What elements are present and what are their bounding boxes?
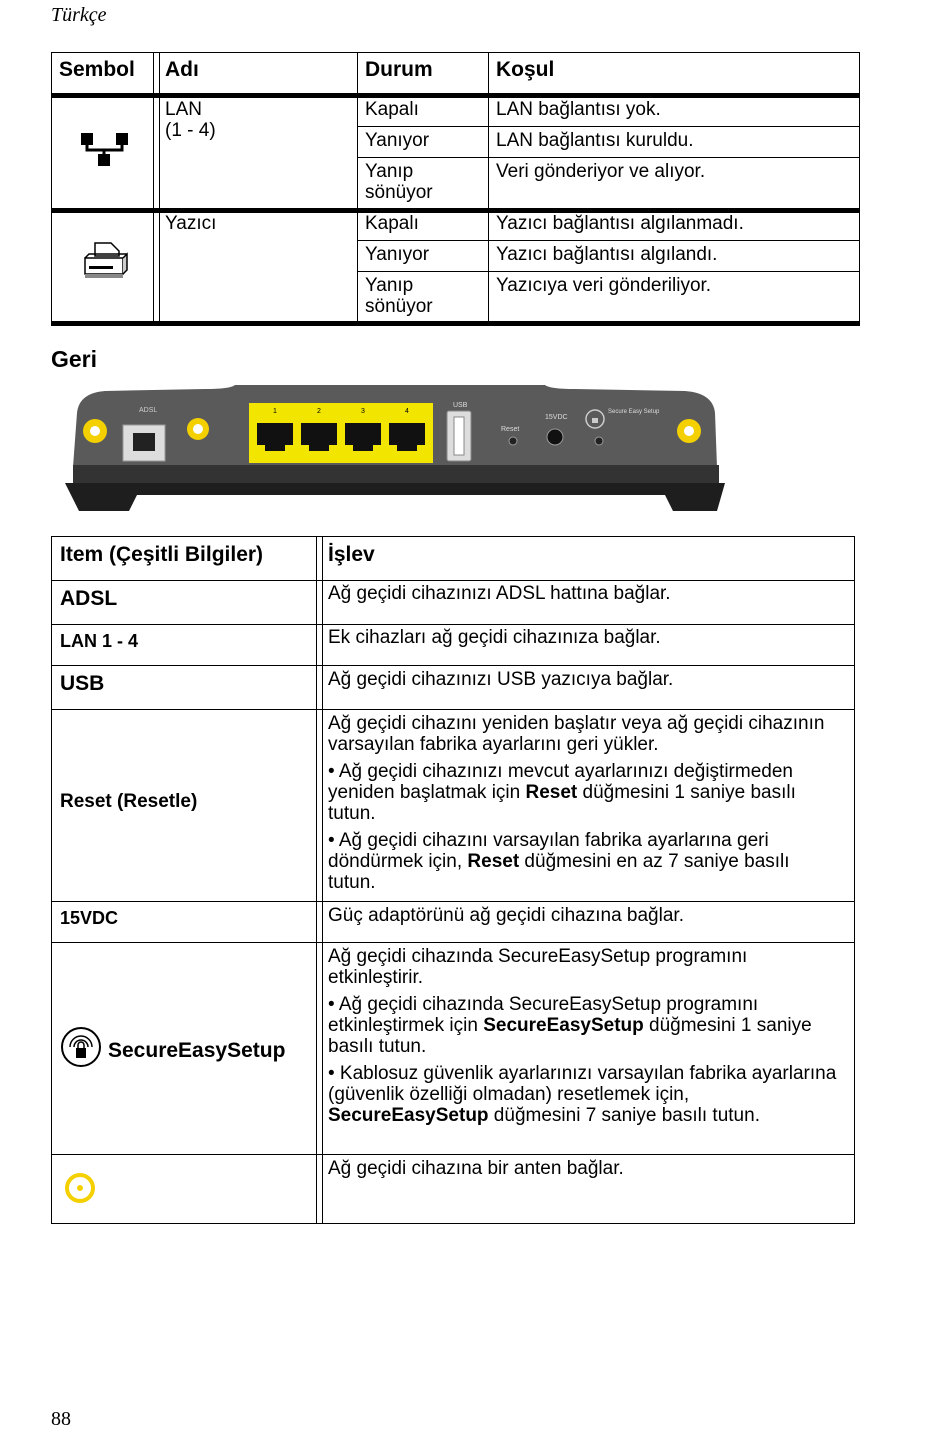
antenna-connector-icon bbox=[64, 1172, 96, 1204]
lan-status-on: Yanıyor bbox=[365, 130, 430, 151]
header-function: İşlev bbox=[328, 543, 375, 566]
ses-button bbox=[595, 437, 603, 445]
description-paragraph: Güç adaptörünü ağ geçidi cihazına bağlar. bbox=[328, 905, 684, 926]
desc-lan bbox=[328, 627, 838, 654]
item-usb: USB bbox=[60, 672, 105, 695]
description-paragraph: Ağ geçidi cihazınızı USB yazıcıya bağlar. bbox=[328, 669, 674, 690]
printer-condition-blink: Yazıcıya veri gönderiliyor. bbox=[496, 275, 712, 296]
lan-condition-on: LAN bağlantısı kuruldu. bbox=[496, 130, 694, 151]
lan-condition-blink: Veri gönderiyor ve alıyor. bbox=[496, 161, 706, 182]
usb-port-label: USB bbox=[453, 402, 468, 409]
description-paragraph: Ek cihazları ağ geçidi cihazınıza bağlar. bbox=[328, 627, 661, 648]
description-paragraph: Ağ geçidi cihazını yeniden başlatır veya ağ geçidi cihazının varsayılan fabrika ayarlarını geri yükler. bbox=[328, 713, 825, 755]
reset-button-label: Reset bbox=[501, 426, 520, 433]
ses-button-label: Secure Easy Setup bbox=[608, 409, 660, 415]
lan-port-1-label: 1 bbox=[273, 408, 277, 415]
power-port-label: 15VDC bbox=[545, 414, 568, 421]
header-symbol: Sembol bbox=[59, 58, 135, 81]
printer-condition-off: Yazıcı bağlantısı algılanmadı. bbox=[496, 213, 744, 234]
description-paragraph: • Ağ geçidi cihazınızı mevcut ayarlarınızı değiştirmeden yeniden başlatmak için Reset düğmesini 1 saniye basılı tutun. bbox=[328, 761, 796, 824]
antenna-connector-left bbox=[83, 419, 107, 443]
header-condition: Koşul bbox=[496, 58, 555, 81]
item-adsl: ADSL bbox=[60, 587, 118, 610]
desc-reset bbox=[328, 713, 838, 899]
description-paragraph: • Kablosuz güvenlik ayarlarınızı varsayılan fabrika ayarlarına (güvenlik özelliği olmadan) resetlemek için, SecureEasySetup düğmesini 7 saniye basılı tutun. bbox=[328, 1063, 837, 1126]
page-number: 88 bbox=[51, 1408, 71, 1430]
printer-name: Yazıcı bbox=[165, 213, 217, 234]
header-item: Item (Çeşitli Bilgiler) bbox=[60, 543, 264, 566]
lan-port-2-label: 2 bbox=[317, 408, 321, 415]
printer-status-on: Yanıyor bbox=[365, 244, 430, 265]
printer-status-off: Kapalı bbox=[365, 213, 419, 234]
description-paragraph: Ağ geçidi cihazınızı ADSL hattına bağlar. bbox=[328, 583, 671, 604]
lan-name: LAN (1 - 4) bbox=[165, 99, 216, 141]
network-icon bbox=[79, 130, 131, 168]
item-reset: Reset (Resetle) bbox=[60, 791, 198, 812]
power-port bbox=[547, 429, 563, 445]
description-paragraph: Ağ geçidi cihazında SecureEasySetup programını etkinleştirir. bbox=[328, 946, 748, 988]
desc-adsl bbox=[328, 583, 838, 610]
antenna-connector-right bbox=[677, 419, 701, 443]
description-paragraph: Ağ geçidi cihazına bir anten bağlar. bbox=[328, 1158, 624, 1179]
secure-easy-setup-icon bbox=[60, 1026, 102, 1068]
item-secure-easy-setup: SecureEasySetup bbox=[108, 1039, 286, 1062]
lan-status-blink: Yanıp sönüyor bbox=[365, 161, 433, 203]
language-label: Türkçe bbox=[51, 4, 107, 26]
router-back-panel-illustration bbox=[65, 385, 725, 515]
desc-antenna bbox=[328, 1158, 838, 1185]
desc-15vdc bbox=[328, 905, 838, 932]
section-heading: Geri bbox=[51, 346, 98, 372]
reset-button bbox=[509, 437, 517, 445]
header-name: Adı bbox=[165, 58, 199, 81]
lan-port-3-label: 3 bbox=[361, 408, 365, 415]
adsl-port-label: ADSL bbox=[139, 407, 158, 414]
port-function-table bbox=[51, 536, 855, 1224]
item-lan: LAN 1 - 4 bbox=[60, 631, 139, 651]
printer-status-blink: Yanıp sönüyor bbox=[365, 275, 433, 317]
item-15vdc: 15VDC bbox=[60, 908, 119, 928]
desc-secure-easy-setup bbox=[328, 946, 838, 1132]
lan-port-4-label: 4 bbox=[405, 408, 409, 415]
desc-usb bbox=[328, 669, 838, 696]
lan-condition-off: LAN bağlantısı yok. bbox=[496, 99, 661, 120]
header-status: Durum bbox=[365, 58, 433, 81]
led-status-table bbox=[51, 52, 860, 326]
description-paragraph: • Ağ geçidi cihazında SecureEasySetup programını etkinleştirmek için SecureEasySetup düğmesini 1 saniye basılı tutun. bbox=[328, 994, 812, 1057]
lan-status-off: Kapalı bbox=[365, 99, 419, 120]
printer-condition-on: Yazıcı bağlantısı algılandı. bbox=[496, 244, 718, 265]
antenna-connector-mid bbox=[187, 418, 209, 440]
description-paragraph: • Ağ geçidi cihazını varsayılan fabrika ayarlarına geri döndürmek için, Reset düğmesini en az 7 saniye basılı tutun. bbox=[328, 830, 790, 893]
printer-icon bbox=[81, 240, 129, 286]
